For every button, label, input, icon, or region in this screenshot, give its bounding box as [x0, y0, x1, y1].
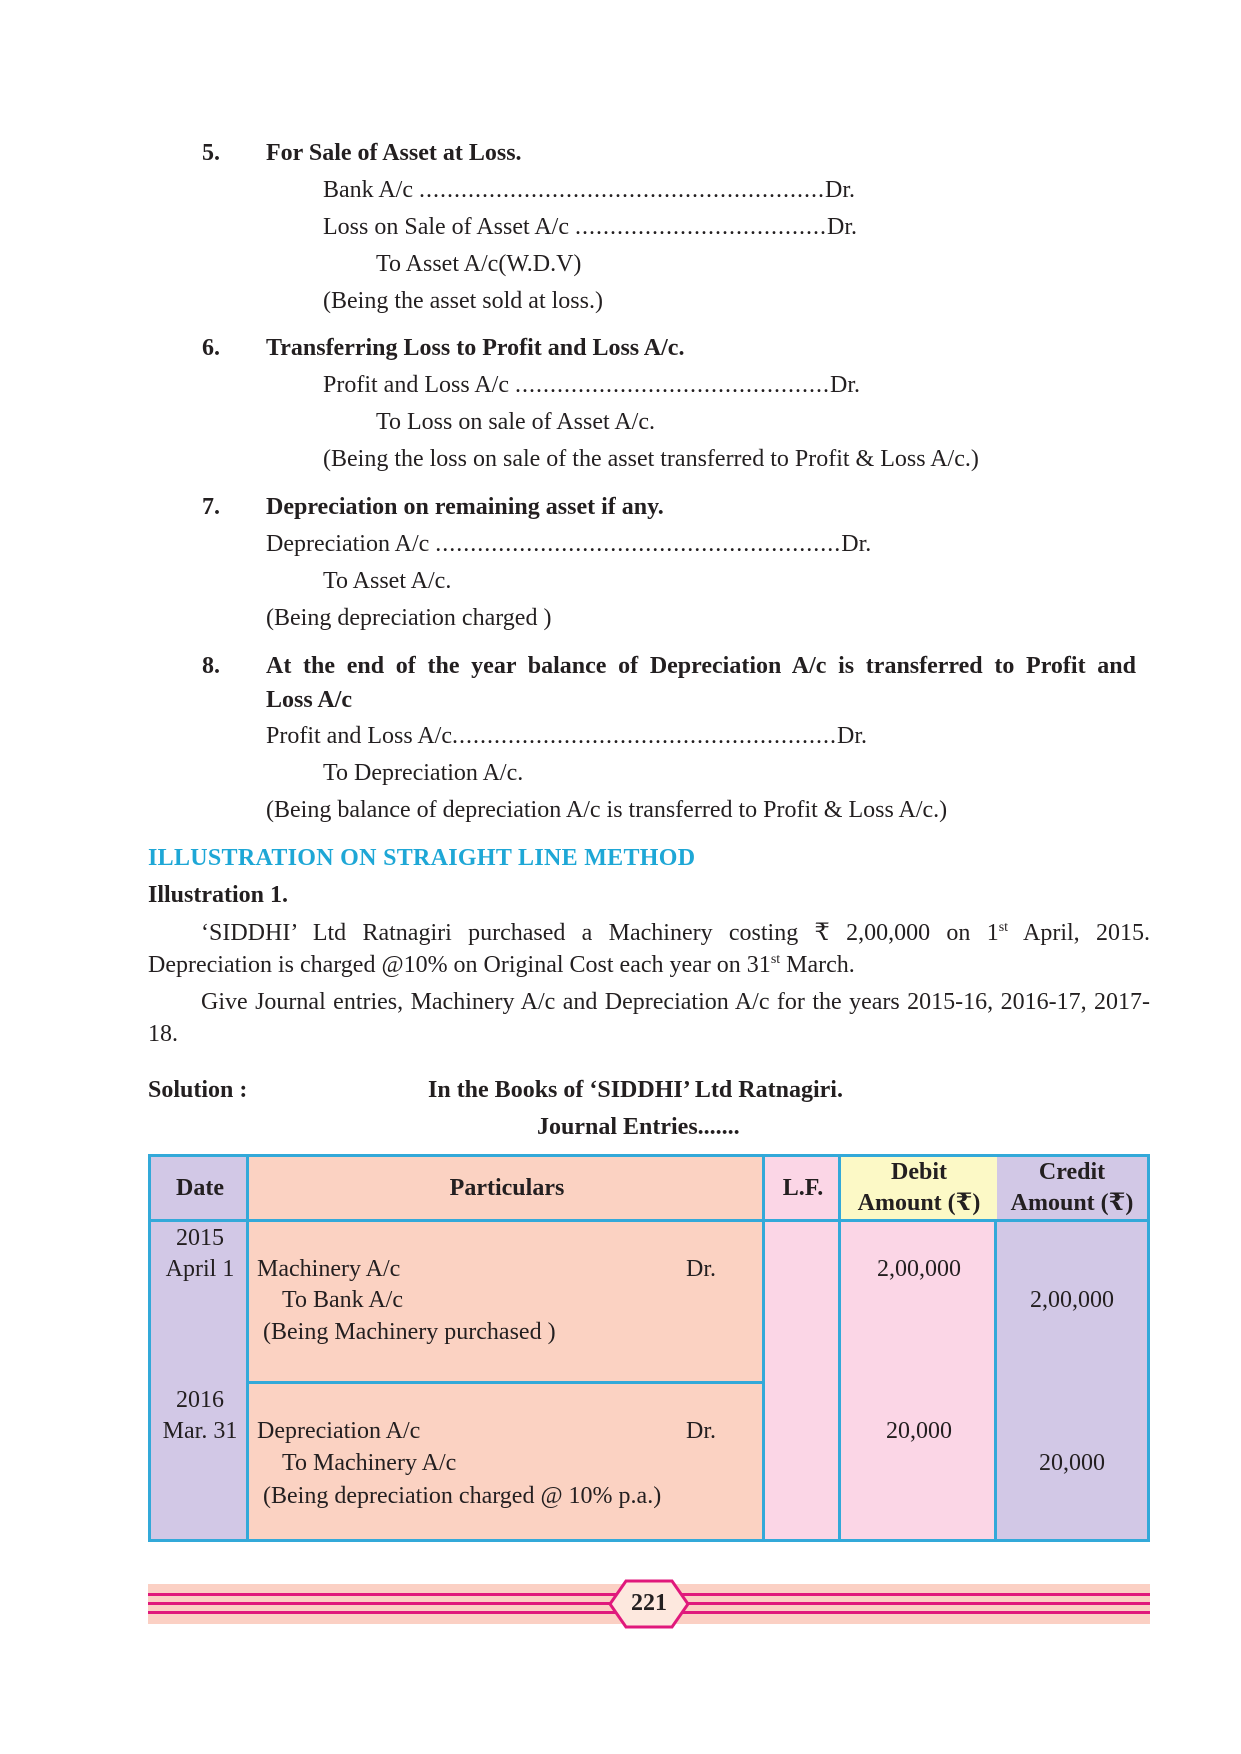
row-debit-account: Machinery A/c [257, 1256, 401, 1282]
lf-column [765, 1157, 841, 1539]
journal-line: Depreciation A/c ..........................................................Dr. [266, 531, 872, 557]
journal-line: To Loss on sale of Asset A/c. [376, 409, 655, 435]
entry-number: 8. [202, 653, 220, 679]
header-credit: Credit [1038, 1159, 1106, 1185]
books-heading: In the Books of ‘SIDDHI’ Ltd Ratnagiri. [428, 1077, 843, 1103]
row-debit-amount: 20,000 [886, 1418, 952, 1444]
entry-heading: Transferring Loss to Profit and Loss A/c. [266, 335, 685, 361]
narration: (Being the loss on sale of the asset transferred to Profit & Loss A/c.) [323, 446, 979, 472]
journal-line: To Asset A/c. [323, 568, 452, 594]
header-debit-amount: Amount (₹) [857, 1190, 981, 1216]
page-number: 221 [631, 1590, 667, 1616]
row-credit-account: To Machinery A/c [282, 1450, 457, 1476]
journal-title: Journal Entries....... [537, 1114, 740, 1140]
header-credit-amount: Amount (₹) [1010, 1190, 1134, 1216]
narration: (Being depreciation charged ) [266, 605, 552, 631]
journal-line: Profit and Loss A/c .............................................Dr. [323, 372, 860, 398]
entry-number: 6. [202, 335, 220, 361]
row-date-day: Mar. 31 [162, 1418, 238, 1444]
entry-heading: Loss A/c [266, 687, 353, 713]
row-dr-marker: Dr. [686, 1418, 716, 1444]
row-credit-amount: 2,00,000 [1030, 1287, 1114, 1313]
solution-label: Solution : [148, 1077, 248, 1103]
section-title: ILLUSTRATION ON STRAIGHT LINE METHOD [148, 845, 696, 871]
journal-line: Bank A/c ..........................................................Dr. [323, 177, 855, 203]
page-number-badge [608, 1578, 690, 1630]
row-credit-account: To Bank A/c [282, 1287, 403, 1313]
row-credit-amount: 20,000 [1039, 1450, 1105, 1476]
header-divider [151, 1219, 1147, 1222]
journal-line: To Asset A/c(W.D.V) [376, 251, 582, 277]
row-date-year: 2015 [176, 1225, 224, 1251]
row-narration: (Being Machinery purchased ) [263, 1319, 556, 1345]
narration: (Being balance of depreciation A/c is transferred to Profit & Loss A/c.) [266, 797, 948, 823]
journal-line: To Depreciation A/c. [323, 760, 524, 786]
row-debit-amount: 2,00,000 [877, 1256, 961, 1282]
narration: (Being the asset sold at loss.) [323, 288, 603, 314]
illustration-label: Illustration 1. [148, 882, 289, 908]
entry-heading: Depreciation on remaining asset if any. [266, 494, 664, 520]
row-date-day: April 1 [165, 1256, 235, 1282]
row-dr-marker: Dr. [686, 1256, 716, 1282]
illustration-paragraph: ‘SIDDHI’ Ltd Ratnagiri purchased a Machinery costing ₹ 2,00,000 on 1st April, 2015. Depreciation is charged @10% on Original Cost each year on 31st March. [148, 920, 1150, 978]
header-particulars: Particulars [449, 1175, 565, 1201]
header-lf: L.F. [782, 1175, 824, 1201]
journal-line: Profit and Loss A/c.......................................................Dr. [266, 723, 867, 749]
entry-heading: For Sale of Asset at Loss. [266, 140, 522, 166]
row-narration: (Being depreciation charged @ 10% p.a.) [263, 1483, 662, 1509]
date-column [151, 1157, 249, 1539]
entry-number: 7. [202, 494, 220, 520]
header-date: Date [176, 1175, 224, 1201]
header-debit: Debit [891, 1159, 947, 1185]
row-debit-account: Depreciation A/c [257, 1418, 421, 1444]
entry-heading: At the end of the year balance of Depreciation A/c is transferred to Profit and [266, 653, 1136, 679]
journal-line: Loss on Sale of Asset A/c ....................................Dr. [323, 214, 857, 240]
journal-table [148, 1154, 1150, 1542]
illustration-paragraph: Give Journal entries, Machinery A/c and Depreciation A/c for the years 2015-16, 2016-17, 2017-18. [148, 989, 1150, 1047]
row-divider [249, 1381, 765, 1384]
entry-number: 5. [202, 140, 220, 166]
row-date-year: 2016 [176, 1387, 224, 1413]
